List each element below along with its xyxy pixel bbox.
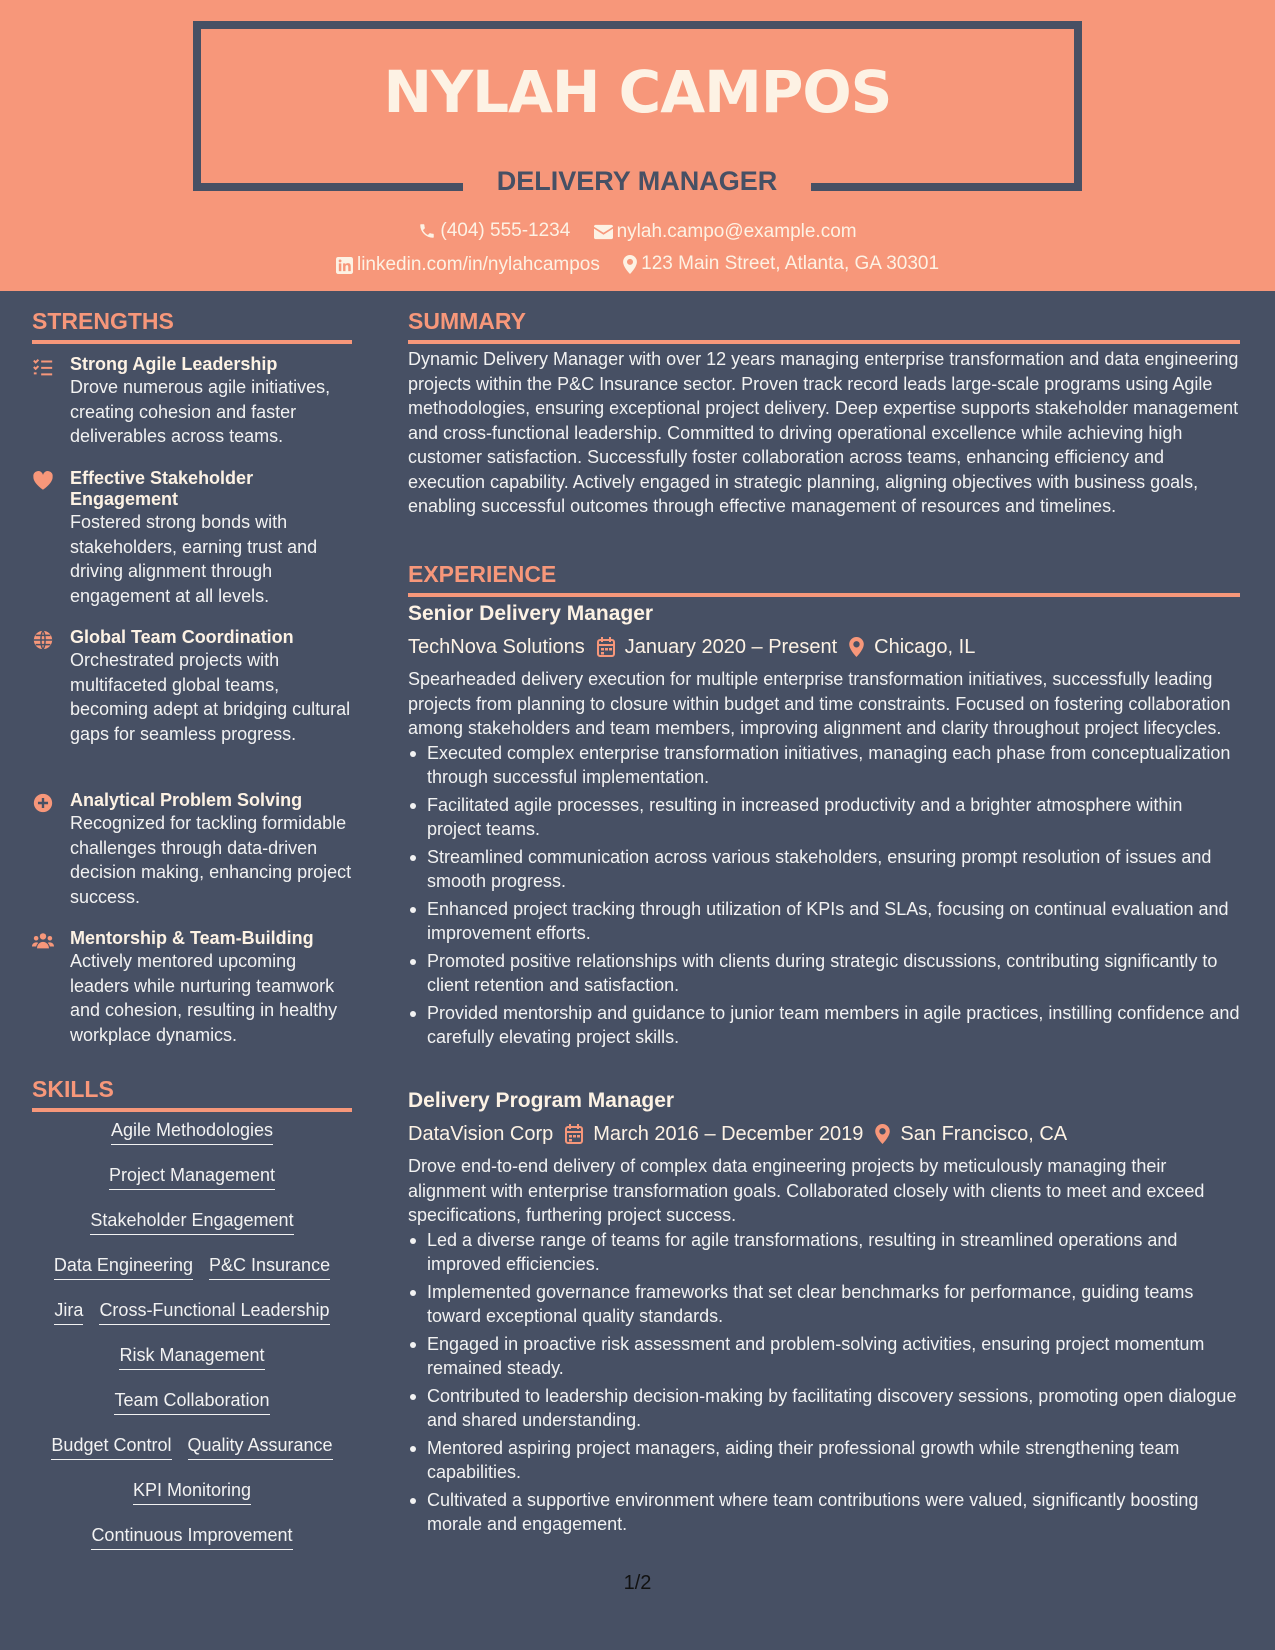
location-pin-icon: [875, 1124, 890, 1144]
strength-title: Global Team Coordination: [70, 627, 294, 647]
skill-tag: Data Engineering: [54, 1253, 193, 1280]
skill-row: [32, 1343, 352, 1388]
page-number: 1/2: [623, 1572, 652, 1594]
list-item: Promoted positive relationships with clients during strategic discussions, contributing significantly to client retention and satisfaction.: [427, 949, 1240, 998]
skill-row: [32, 1523, 352, 1568]
strength-title: Analytical Problem Solving: [70, 790, 303, 810]
skill-tag: Project Management: [109, 1163, 275, 1190]
job-entry: [408, 601, 1240, 1053]
skill-tag: Continuous Improvement: [91, 1523, 292, 1550]
plus-circle-icon: [32, 792, 54, 814]
contact-row-1: [0, 220, 1275, 246]
candidate-title: DELIVERY MANAGER: [496, 166, 778, 196]
skill-row: [32, 1433, 352, 1478]
linkedin-link[interactable]: linkedin.com/in/nylahcampos: [356, 254, 600, 275]
strength-desc: Actively mentored upcoming leaders while nurturing teamwork and cohesion, resulting in healthy workplace dynamics.: [70, 951, 338, 1045]
job-description: Drove end-to-end delivery of complex data engineering projects by meticulously managing their alignment with enterprise transformation goals. Collaborated closely with clients to meet and exceed specifications, furthering project success.: [408, 1156, 1205, 1225]
skill-tag: Quality Assurance: [188, 1433, 333, 1460]
list-item: Mentored aspiring project managers, aiding their professional growth while strengthening team capabilities.: [427, 1436, 1240, 1485]
skill-tag: Cross-Functional Leadership: [99, 1298, 329, 1325]
job-meta: [408, 633, 1240, 661]
strength-title: Strong Agile Leadership: [70, 354, 278, 374]
phone-icon: [418, 222, 436, 240]
job-location: Chicago, IL: [874, 635, 976, 658]
list-item: Led a diverse range of teams for agile transformations, resulting in streamlined operations and improved efficiencies.: [427, 1228, 1240, 1277]
address-text: 123 Main Street, Atlanta, GA 30301: [641, 253, 940, 274]
calendar-icon: [565, 1124, 583, 1144]
list-item: Streamlined communication across various stakeholders, ensuring prompt resolution of issues and smooth progress.: [427, 845, 1240, 894]
skill-row: [32, 1118, 352, 1163]
job-bullets: [427, 741, 1240, 1050]
location-pin-icon: [623, 255, 637, 274]
summary-heading: SUMMARY: [408, 308, 1240, 344]
job-title: Senior Delivery Manager: [408, 602, 654, 625]
resume-header: [0, 0, 1275, 291]
email-link[interactable]: nylah.campo@example.com: [616, 221, 857, 242]
job-title: Delivery Program Manager: [408, 1089, 675, 1112]
strength-desc: Drove numerous agile initiatives, creating cohesion and faster deliverables across teams.: [70, 377, 331, 446]
list-item: Executed complex enterprise transformation initiatives, managing each phase from conceptualization through successful implementation.: [427, 741, 1240, 790]
skills-list: [32, 1118, 352, 1568]
skill-row: [32, 1478, 352, 1523]
job-company: DataVision Corp: [408, 1122, 554, 1145]
phone-text[interactable]: (404) 555-1234: [440, 220, 571, 241]
strength-title: Effective Stakeholder Engagement: [70, 468, 254, 509]
phone-item: [418, 220, 570, 242]
skills-heading: SKILLS: [32, 1076, 352, 1112]
strength-title: Mentorship & Team-Building: [70, 928, 314, 948]
job-bullets: [427, 1228, 1240, 1537]
list-item: Cultivated a supportive environment where team contributions were valued, significantly boosting morale and engagement.: [427, 1488, 1240, 1537]
job-dates: March 2016 – December 2019: [593, 1122, 864, 1145]
globe-icon: [32, 629, 54, 651]
skill-tag: Risk Management: [119, 1343, 264, 1370]
skill-tag: Team Collaboration: [114, 1388, 269, 1415]
job-location: San Francisco, CA: [900, 1122, 1068, 1145]
linkedin-icon: [336, 257, 353, 274]
strength-desc: Fostered strong bonds with stakeholders, earning trust and driving alignment through engagement at all levels.: [70, 512, 318, 606]
list-check-icon: [32, 356, 54, 378]
job-entry: [408, 1088, 1240, 1540]
skill-row: [32, 1163, 352, 1208]
calendar-icon: [597, 637, 615, 657]
strength-item: [32, 354, 352, 449]
job-company: TechNova Solutions: [408, 635, 585, 658]
location-pin-icon: [849, 637, 864, 657]
list-item: Provided mentorship and guidance to junior team members in agile practices, instilling confidence and carefully elevating project skills.: [427, 1001, 1240, 1050]
email-item: [594, 221, 857, 243]
skill-tag: Jira: [54, 1298, 83, 1325]
job-description: Spearheaded delivery execution for multiple enterprise transformation initiatives, successfully leading projects from planning to closure within budget and time constraints. Focused on fostering collaboration among stakeholders and team members, improving alignment and clarity throughout project lifecycles.: [408, 669, 1231, 738]
linkedin-item: [336, 254, 600, 276]
list-item: Enhanced project tracking through utilization of KPIs and SLAs, focusing on continual evaluation and improvement efforts.: [427, 897, 1240, 946]
skill-tag: Agile Methodologies: [111, 1118, 273, 1145]
strengths-heading: STRENGTHS: [32, 308, 352, 344]
skill-tag: KPI Monitoring: [133, 1478, 251, 1505]
job-meta: [408, 1120, 1240, 1148]
candidate-name: NYLAH CAMPOS: [383, 58, 892, 126]
skill-tag: Budget Control: [51, 1433, 171, 1460]
job-dates: January 2020 – Present: [624, 635, 838, 658]
skill-tag: Stakeholder Engagement: [90, 1208, 293, 1235]
list-item: Facilitated agile processes, resulting in increased productivity and a brighter atmosphere within project teams.: [427, 793, 1240, 842]
strength-item: [32, 468, 352, 608]
strength-item: [32, 790, 352, 909]
contact-row-2: [0, 253, 1275, 280]
skill-row: [32, 1298, 352, 1343]
users-icon: [32, 930, 54, 952]
strength-desc: Recognized for tackling formidable challenges through data-driven decision making, enhancing project success.: [70, 813, 352, 907]
envelope-icon: [594, 224, 613, 240]
heart-icon: [32, 470, 54, 492]
address-item: [623, 253, 939, 275]
list-item: Engaged in proactive risk assessment and problem-solving activities, ensuring project momentum remained steady.: [427, 1332, 1240, 1381]
strength-desc: Orchestrated projects with multifaceted global teams, becoming adept at bridging cultural gaps for seamless progress.: [70, 650, 351, 744]
strength-item: [32, 928, 352, 1047]
skill-tag: P&C Insurance: [209, 1253, 330, 1280]
skill-row: [32, 1388, 352, 1433]
skill-row: [32, 1208, 352, 1253]
list-item: Implemented governance frameworks that set clear benchmarks for performance, guiding teams toward exceptional quality standards.: [427, 1280, 1240, 1329]
strength-item: [32, 627, 352, 746]
summary-text: Dynamic Delivery Manager with over 12 years managing enterprise transformation and data engineering projects within the P&C Insurance sector. Proven track record leads large-scale programs using Agile methodologies, ensuring exceptional project delivery. Deep expertise supports stakeholder management and cross-functional leadership. Committed to driving operational excellence while achieving high customer satisfaction. Successfully foster collaboration across teams, enhancing efficiency and execution capability. Actively engaged in strategic planning, aligning objectives with business goals, enabling successful outcomes through effective management of resources and timelines.: [408, 349, 1239, 516]
list-item: Contributed to leadership decision-making by facilitating discovery sessions, promoting open dialogue and shared understanding.: [427, 1384, 1240, 1433]
experience-heading: EXPERIENCE: [408, 561, 1240, 597]
skill-row: [32, 1253, 352, 1298]
